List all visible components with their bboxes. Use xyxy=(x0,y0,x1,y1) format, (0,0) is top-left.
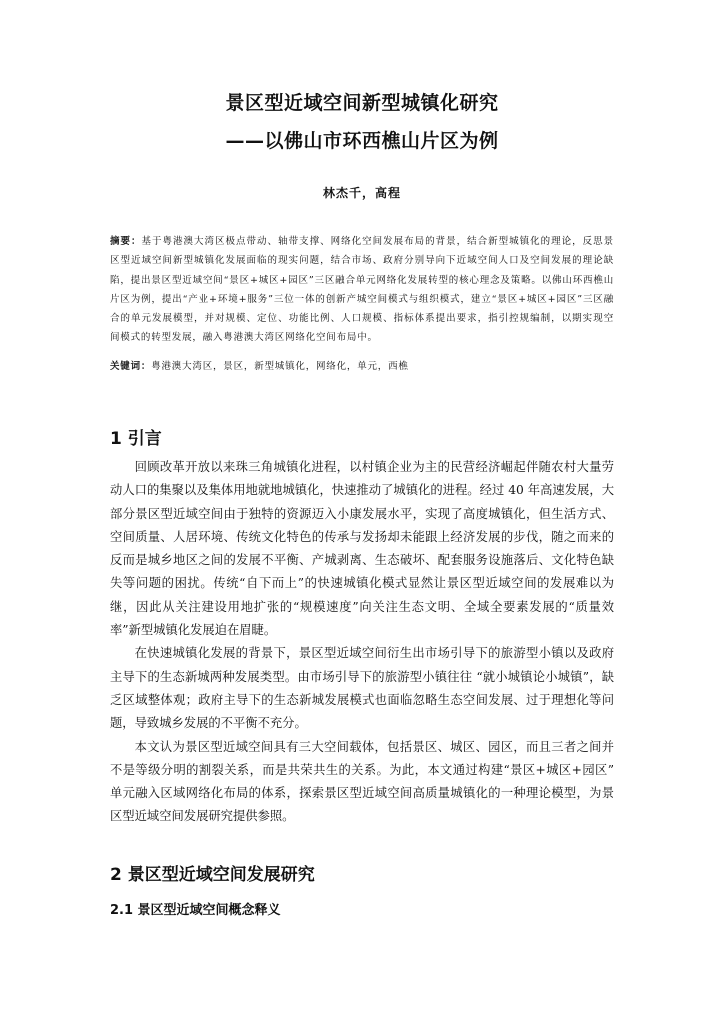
subsection-heading-concept: 2.1 景区型近域空间概念释义 xyxy=(110,903,281,918)
section-body-introduction xyxy=(110,456,614,829)
section-heading-introduction: 1 引言 xyxy=(110,429,162,449)
abstract-label: 摘要： xyxy=(110,236,142,247)
abstract xyxy=(110,232,614,348)
paragraph: 本文认为景区型近域空间具有三大空间载体，包括景区、城区、园区，而且三者之间并不是等级分明的割裂关系，而是共荣共生的关系。为此，本文通过构建“景区+城区+园区” 单元融入区域网络化布局的体系，探索景区型近域空间高质量城镇化的一种理论模型，为景区型近域空间发展研究提供参照。 xyxy=(110,739,614,824)
keywords xyxy=(110,357,614,376)
abstract-text: 基于粤港澳大湾区极点带动、轴带支撑、网络化空间发展布局的背景，结合新型城镇化的理论，反思景区型近域空间新型城镇化发展面临的现实问题，结合市场、政府分别导向下近域空间人口及空间发展的理论缺陷，提出景区型近域空间“景区+城区+园区”三区融合单元网络化发展转型的核心理念及策略。以佛山环西樵山片区为例，提出“产业+环境+服务”三位一体的创新产城空间模式与组织模式，建立“景区+城区+园区”三区融合的单元发展模型，并对规模、定位、功能比例、人口规模、指标体系提出要求，指引控规编制，以期实现空间模式的转型发展，融入粤港澳大湾区网络化空间布局中。 xyxy=(110,236,614,344)
section-heading-development: 2 景区型近域空间发展研究 xyxy=(110,865,315,885)
paper-authors: 林杰千，高程 xyxy=(322,186,401,200)
paragraph: 回顾改革开放以来珠三角城镇化进程，以村镇企业为主的民营经济崛起伴随农村大量劳动人口的集聚以及集体用地就地城镇化，快速推动了城镇化的进程。经过 40 年高速发展，大部分景区型近域空间由于独特的资源迈入小康发展水平，实现了高度城镇化，但生活方式、空间质量、人居环境、传统文化特色的传承与发扬却未能跟上经济发展的步伐，随之而来的反而是城乡地区之间的发展不平衡、产城剥离、生态破坏、配套服务设施落后、文化特色缺失等问题的困扰。传统“自下而上”的快速城镇化模式显然让景区型近域空间的发展难以为继，因此从关注建设用地扩张的“规模速度”向关注生态文明、全域全要素发展的“质量效率”新型城镇化发展迫在眉睫。 xyxy=(110,460,614,638)
keywords-text: 粤港澳大湾区，景区，新型城镇化，网络化，单元，西樵 xyxy=(151,361,409,372)
paper-title: 景区型近域空间新型城镇化研究 xyxy=(225,92,499,114)
paper-subtitle: ——以佛山市环西樵山片区为例 xyxy=(225,130,499,152)
keywords-label: 关键词： xyxy=(110,361,152,372)
paragraph: 在快速城镇化发展的背景下，景区型近域空间衍生出市场引导下的旅游型小镇以及政府主导下的生态新城两种发展类型。由市场引导下的旅游型小镇往往 “就小城镇论小城镇”，缺乏区域整体观；政府主导下的生态新城发展模式也面临忽略生态空间发展、过于理想化等问题，导致城乡发展的不平衡不充分。 xyxy=(110,646,614,731)
